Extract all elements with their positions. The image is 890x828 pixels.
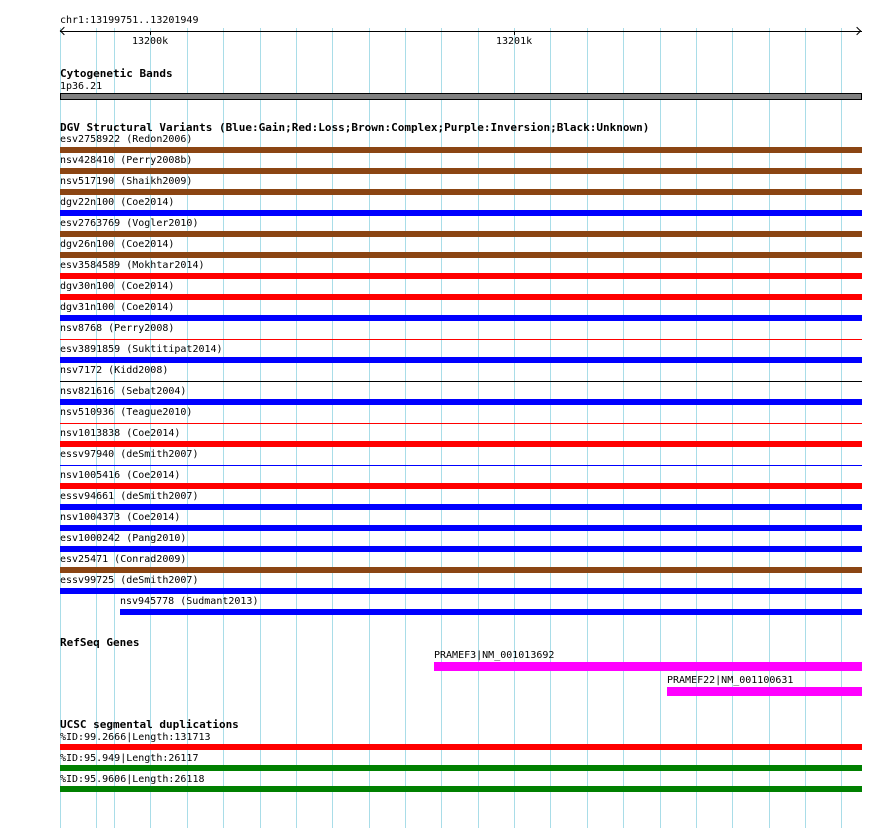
dgv-variant-line[interactable] xyxy=(60,339,862,340)
dgv-variant-label[interactable]: dgv30n100 (Coe2014) xyxy=(60,281,175,292)
dgv-variant-label[interactable]: esv3584589 (Mokhtar2014) xyxy=(60,260,205,271)
track-title-cytoband: Cytogenetic Bands xyxy=(60,67,173,80)
dgv-variant-label[interactable]: essv97940 (deSmith2007) xyxy=(60,449,199,460)
dgv-variant-label[interactable]: dgv31n100 (Coe2014) xyxy=(60,302,175,313)
dgv-variant-bar[interactable] xyxy=(60,567,862,573)
ruler-tick xyxy=(150,31,151,35)
dgv-variant-label[interactable]: dgv26n100 (Coe2014) xyxy=(60,239,175,250)
dgv-variant-bar[interactable] xyxy=(60,210,862,216)
dgv-variant-bar[interactable] xyxy=(60,273,862,279)
dgv-variant-label[interactable]: essv99725 (deSmith2007) xyxy=(60,575,199,586)
dgv-variant-label[interactable]: nsv1004373 (Coe2014) xyxy=(60,512,181,523)
gene-label-pramef3[interactable]: PRAMEF3|NM_001013692 xyxy=(434,650,555,661)
segdup-bar[interactable] xyxy=(60,786,862,792)
dgv-variant-label[interactable]: essv94661 (deSmith2007) xyxy=(60,491,199,502)
dgv-variant-bar[interactable] xyxy=(60,168,862,174)
dgv-variant-bar[interactable] xyxy=(60,399,862,405)
dgv-variant-bar[interactable] xyxy=(60,315,862,321)
dgv-variant-label[interactable]: esv1000242 (Pang2010) xyxy=(60,533,187,544)
dgv-variant-label[interactable]: nsv1013838 (Coe2014) xyxy=(60,428,181,439)
dgv-variant-line[interactable] xyxy=(60,465,862,466)
gene-label-pramef22[interactable]: PRAMEF22|NM_001100631 xyxy=(667,675,794,686)
segdup-label[interactable]: %ID:95.9606|Length:26118 xyxy=(60,774,205,785)
cytoband-bar[interactable] xyxy=(60,93,862,100)
dgv-variant-bar[interactable] xyxy=(60,231,862,237)
gene-bar-pramef3[interactable] xyxy=(434,662,862,671)
dgv-variant-label[interactable]: esv2758922 (Redon2006) xyxy=(60,134,193,145)
dgv-variant-label[interactable]: esv2763769 (Vogler2010) xyxy=(60,218,199,229)
track-title-refseq: RefSeq Genes xyxy=(60,636,140,649)
dgv-variant-bar[interactable] xyxy=(120,609,862,615)
dgv-variant-label[interactable]: dgv22n100 (Coe2014) xyxy=(60,197,175,208)
dgv-variant-bar[interactable] xyxy=(60,483,862,489)
dgv-variant-label[interactable]: esv3891859 (Suktitipat2014) xyxy=(60,344,223,355)
segdup-bar[interactable] xyxy=(60,744,862,750)
dgv-variant-label[interactable]: nsv510936 (Teague2010) xyxy=(60,407,193,418)
ruler-tick-label: 13201k xyxy=(496,36,533,47)
dgv-variant-bar[interactable] xyxy=(60,294,862,300)
ruler-tick-label: 13200k xyxy=(132,36,169,47)
dgv-variant-label[interactable]: nsv945778 (Sudmant2013) xyxy=(120,596,259,607)
dgv-variant-label[interactable]: nsv1005416 (Coe2014) xyxy=(60,470,181,481)
track-title-dgv: DGV Structural Variants (Blue:Gain;Red:Loss;Brown:Complex;Purple:Inversion;Black:Unknown) xyxy=(60,121,650,134)
dgv-variant-line[interactable] xyxy=(60,423,862,424)
dgv-variant-bar[interactable] xyxy=(60,525,862,531)
segdup-label[interactable]: %ID:95.949|Length:26117 xyxy=(60,753,199,764)
track-title-segdup: UCSC segmental duplications xyxy=(60,718,239,731)
ruler-right-arrow-icon[interactable] xyxy=(853,27,861,35)
dgv-variant-bar[interactable] xyxy=(60,357,862,363)
dgv-variant-label[interactable]: nsv517190 (Shaikh2009) xyxy=(60,176,193,187)
gene-bar-pramef22[interactable] xyxy=(667,687,862,696)
dgv-variant-bar[interactable] xyxy=(60,441,862,447)
dgv-variant-bar[interactable] xyxy=(60,588,862,594)
dgv-variant-bar[interactable] xyxy=(60,504,862,510)
dgv-variant-label[interactable]: nsv8768 (Perry2008) xyxy=(60,323,175,334)
dgv-variant-label[interactable]: esv25471 (Conrad2009) xyxy=(60,554,187,565)
segdup-bar[interactable] xyxy=(60,765,862,771)
cytoband-label[interactable]: 1p36.21 xyxy=(60,81,103,92)
dgv-variant-label[interactable]: nsv428410 (Perry2008b) xyxy=(60,155,193,166)
ruler-left-arrow-icon[interactable] xyxy=(60,27,68,35)
segdup-label[interactable]: %ID:99.2666|Length:131713 xyxy=(60,732,211,743)
ruler-axis xyxy=(60,31,862,32)
dgv-variant-line[interactable] xyxy=(60,381,862,382)
dgv-variant-bar[interactable] xyxy=(60,147,862,153)
ruler-location: chr1:13199751..13201949 xyxy=(60,15,199,26)
dgv-variant-label[interactable]: nsv7172 (Kidd2008) xyxy=(60,365,169,376)
dgv-variant-label[interactable]: nsv821616 (Sebat2004) xyxy=(60,386,187,397)
dgv-variant-bar[interactable] xyxy=(60,189,862,195)
dgv-variant-bar[interactable] xyxy=(60,546,862,552)
dgv-variant-bar[interactable] xyxy=(60,252,862,258)
ruler-tick xyxy=(514,31,515,35)
